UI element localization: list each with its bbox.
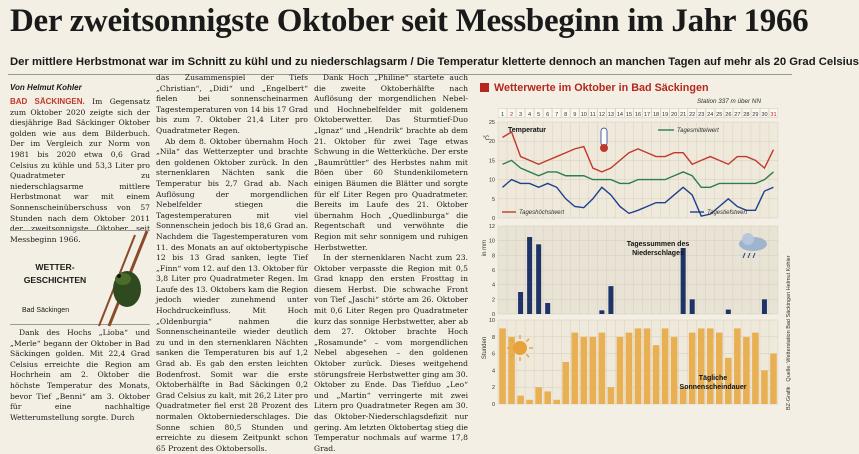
precipitation-bar xyxy=(545,303,550,314)
day-label: 17 xyxy=(643,111,651,118)
day-label: 28 xyxy=(743,111,750,118)
precipitation-bar xyxy=(608,286,613,314)
article-paragraph: Im Gegensatz zum Oktober 2020 zeigte sich der diesjährige Bad Säckinger Oktober golden wie aus dem Bilderbuch. Der im Vergleich zur Norm von 1981 bis 2020 etwa 0,6 Grad Celsius zu kühle und 53,3 Liter pro Quadratmeter zu niederschlagsarme mittlere Herbstmonat war mit einem Sonnenscheinüberschuss von 57 Stunden nach dem Oktober 2011 der zweitsonnigste Oktober seit Messbeginn 1966. xyxy=(10,97,150,244)
day-label: 13 xyxy=(607,111,615,118)
legend-label-min: Tagestiefstwert xyxy=(707,210,748,216)
sunshine-bar xyxy=(635,328,642,404)
y-tick-label: 6 xyxy=(491,268,495,274)
article-paragraph: Dank des Hochs „Lioba“ und „Merle“ begann der Oktober in Bad Säckingen golden. Mit 22,4 Grad Celsius erreichte die Region am Hochrhein am 2. Oktober die höchste Temperatur des Monats, bevor Tief „Benni“ am 3. Oktober für eine nachhaltige Wetterumstellung sorgte. Durch xyxy=(10,328,150,422)
sunshine-chart-title: Tägliche Sonnenscheindauer xyxy=(679,375,747,391)
day-label: 25 xyxy=(716,111,723,118)
y-tick-label: 10 xyxy=(488,238,495,245)
article-paragraph: In der sternenklaren Nacht zum 23. Oktober verpasste die Region mit 0,5 Grad knapp den ersten Frosttag in diesem Herbst. Die schwache Front von Tief „Jaschi“ störte am 26. Oktober mit 0,6 Liter Regen pro Quadratmeter kurz das sonnige Herbstwetter, aber ab dem 27. Oktober brachte Hoch „Rosamunde“ – vom morgendlichen Nebel abgesehen – den goldenen Oktober zurück. Dieses weitgehend störungsfreie Herbstwetter ging am 30. Oktober zu Ende. Das Tiefduo „Leo“ und „Martin“ verringerte mit zwei Litern pro Quadratmeter Regen am 30. das Oktober-Niederschlagsdefizit nur gering. Am letzten Oktobertag stieg die Temperatur nochmals auf warme 17,8 Grad. xyxy=(314,253,468,453)
precipitation-bar xyxy=(681,248,686,314)
day-label: 7 xyxy=(555,111,559,118)
precipitation-bar xyxy=(518,292,523,314)
info-box xyxy=(10,230,150,325)
sunshine-bar xyxy=(770,354,777,404)
y-tick-label: 8 xyxy=(491,253,495,260)
day-label: 31 xyxy=(770,111,777,118)
y-axis-label: Stunden xyxy=(482,336,488,360)
day-label: 18 xyxy=(652,111,660,118)
article-column-2 xyxy=(156,73,308,453)
article-paragraph: das Zusammenspiel der Tiefs „Christian“, „Didi“ und „Engelbert“ fielen bei sonnenscheinarmen Tagestemperaturen von 14 bis 17 Grad bis zum 7. Oktober 21,4 Liter pro Quadratmeter Regen. xyxy=(156,73,308,135)
article-paragraph: Dank Hoch „Philine“ startete auch die zweite Oktoberhälfte nach Auflösung der morgendlichen Nebel- und Hochnebelfelder mit goldenem Oktoberwetter. Das Sturmtief-Duo „Ignaz“ und „Hendrik“ brachte ab dem 21. Oktober für zwei Tage etwas Schwung in die Wetterküche. Der erste „Baumrüttler“ des Herbstes nahm mit Böen über 60 Stundenkilometern einigen Bäumen die Blätter und sorgte für elf Liter Regen pro Quadratmeter. Bereits im Laufe des 21. Oktober übernahm Hoch „Quedlinburga“ die Regentschaft und verwöhnte die Region mit sehr sonnigem und ruhigen Herbstwetter. xyxy=(314,73,468,252)
sunshine-bar xyxy=(535,387,542,404)
article-column-1 xyxy=(10,97,150,244)
y-axis-label: in mm xyxy=(482,239,488,257)
sunshine-bar xyxy=(608,387,615,404)
day-label: 21 xyxy=(680,111,687,118)
y-tick-label: 25 xyxy=(488,120,495,126)
article-column-1-continued xyxy=(10,328,150,422)
day-label: 10 xyxy=(580,111,587,118)
day-label: 12 xyxy=(598,111,605,118)
byline: Von Helmut Kohler xyxy=(10,83,82,92)
sunshine-bar xyxy=(689,333,696,404)
sunshine-bar xyxy=(590,337,597,404)
thermometer-icon xyxy=(601,128,607,146)
sunshine-bar xyxy=(599,333,606,404)
legend-label-mean: Tagesmittelwert xyxy=(677,128,719,134)
precipitation-bar xyxy=(690,299,695,314)
sunshine-bar xyxy=(617,337,624,404)
day-label: 4 xyxy=(528,111,532,118)
headline: Der zweitsonnigste Oktober seit Messbeginn im Jahr 1966 xyxy=(10,3,809,39)
thermometer-bulb-icon xyxy=(600,144,608,152)
sunshine-bar xyxy=(761,370,768,404)
y-tick-label: 0 xyxy=(491,216,495,222)
y-tick-label: 4 xyxy=(491,368,495,375)
temperature-chart-title: Temperatur xyxy=(508,127,546,134)
info-box-subtitle: Bad Säckingen xyxy=(22,307,70,314)
station-label: Station 337 m über NN xyxy=(696,98,761,105)
day-label: 6 xyxy=(546,111,550,118)
day-label: 3 xyxy=(519,111,523,118)
temperature-plot-area xyxy=(498,122,778,218)
sunshine-bar xyxy=(526,400,533,404)
y-tick-label: 12 xyxy=(488,224,495,230)
day-label: 15 xyxy=(625,111,633,118)
sunshine-bar xyxy=(553,400,560,404)
y-tick-label: 6 xyxy=(491,351,495,358)
y-tick-label: 2 xyxy=(491,385,495,392)
title-marker-icon xyxy=(480,83,489,92)
day-label: 19 xyxy=(661,111,669,118)
day-label: 23 xyxy=(698,111,705,118)
sunshine-bar xyxy=(626,333,633,404)
day-label: 14 xyxy=(616,111,624,118)
y-tick-label: 2 xyxy=(491,297,495,304)
sunshine-bar xyxy=(544,391,551,404)
sun-icon xyxy=(513,341,527,355)
day-label: 1 xyxy=(500,111,505,118)
y-axis-label: °C xyxy=(482,136,490,142)
frog-on-ladder-icon xyxy=(95,231,150,326)
y-tick-label: 10 xyxy=(488,318,495,324)
y-tick-label: 15 xyxy=(488,158,495,165)
sunshine-bar xyxy=(698,328,705,404)
rain-cloud-puff-icon xyxy=(742,233,754,245)
weather-charts xyxy=(478,108,783,408)
sunshine-bar xyxy=(644,328,651,404)
day-label: 2 xyxy=(509,111,514,118)
sunshine-bar xyxy=(581,337,588,404)
sunshine-bar xyxy=(662,328,669,404)
day-label: 27 xyxy=(734,111,741,118)
y-tick-label: 5 xyxy=(491,196,495,203)
y-tick-label: 0 xyxy=(491,402,495,408)
sunshine-bar xyxy=(707,328,714,404)
day-label: 9 xyxy=(573,111,577,118)
sunshine-bar xyxy=(653,345,660,404)
sunshine-bar xyxy=(734,328,741,404)
day-label: 30 xyxy=(761,111,768,118)
sunshine-bar xyxy=(499,328,506,404)
day-label: 26 xyxy=(725,111,732,118)
precipitation-bar xyxy=(527,237,532,314)
info-box-title: WETTER-GESCHICHTEN xyxy=(23,262,87,285)
precipitation-chart-title: Tagessummen des Niederschlages xyxy=(626,241,690,257)
precipitation-bar xyxy=(726,310,731,314)
day-label: 5 xyxy=(537,111,541,118)
subheadline: Der mittlere Herbstmonat war im Schnitt zu kühl und zu niederschlagsarm / Die Temperatur kletterte dennoch an manchen Tagen auf mehr als 20 Grad Celsius xyxy=(10,56,859,68)
article-column-3 xyxy=(314,73,468,453)
day-label: 8 xyxy=(564,111,568,118)
sunshine-bar xyxy=(517,396,524,404)
precipitation-bar xyxy=(536,244,541,314)
precipitation-bar xyxy=(762,299,767,314)
day-label: 11 xyxy=(589,111,596,118)
y-tick-label: 20 xyxy=(488,139,495,146)
y-tick-label: 0 xyxy=(491,312,495,318)
graphic-credit: BZ-Grafik · Quelle: Wetterstation Bad Säckingen Helmut Kohler xyxy=(786,255,792,410)
day-label: 29 xyxy=(752,111,759,118)
sunshine-bar xyxy=(571,333,578,404)
day-label: 16 xyxy=(634,111,642,118)
weather-graphic xyxy=(478,80,783,412)
legend-label-max: Tageshöchstwert xyxy=(519,210,565,216)
day-label: 24 xyxy=(707,111,714,118)
precipitation-bar xyxy=(599,310,604,314)
sunshine-bar xyxy=(743,337,750,404)
y-tick-label: 8 xyxy=(491,334,495,341)
y-tick-label: 4 xyxy=(491,282,495,289)
sunshine-bar xyxy=(716,333,723,404)
sunshine-bar xyxy=(671,337,678,404)
sunshine-bar xyxy=(752,333,759,404)
graphic-title: Wetterwerte im Oktober in Bad Säckingen xyxy=(478,80,783,96)
sunshine-bar xyxy=(562,362,569,404)
day-label: 20 xyxy=(671,111,678,118)
article-paragraph: Ab dem 8. Oktober übernahm Hoch „Nila“ das Wetterzepter und brachte den goldenen Oktober zurück. In den sternenklaren Nächten sank die Temperatur bis 2,7 Grad ab. Nach Auflösung der morgendlichen Nebelfelder stiegen die Tagestemperaturen mit viel Sonnenschein jedoch bis 18,6 Grad an. Nachdem die Tagestemperaturen vom 11. des Monats an auf oktobertypische 12 bis 13 Grad sanken, legte Tief „Finn“ vom 12. auf den 13. Oktober für 3,8 Liter pro Quadratmeter Regen. Im Laufe des 13. Oktobers kam die Region jedoch wieder zunehmend unter Hochdruckeinfluss. Mit Hoch „Oldenburgia“ nahmen die Sonnenscheinanteile wieder deutlich zu und in den sternenklaren Nächten sanken die Temperaturen bis auf 1,2 Grad ab. Es gab den ersten leichten Bodenfrost. Somit war die erste Oktoberhälfte in Bad Säckingen 0,2 Grad Celsius zu kalt, mit 26,2 Liter pro Quadratmeter fiel erst 28 Prozent des normalen Oktoberniederschlages. Die Sonne schien 80,5 Stunden und erreichte zu diesem Zeitpunkt schon 65 Prozent des Oktobersolls. xyxy=(156,136,308,453)
dateline: BAD SÄCKINGEN. xyxy=(10,97,85,106)
day-label: 22 xyxy=(689,111,696,118)
y-tick-label: 10 xyxy=(488,177,495,184)
